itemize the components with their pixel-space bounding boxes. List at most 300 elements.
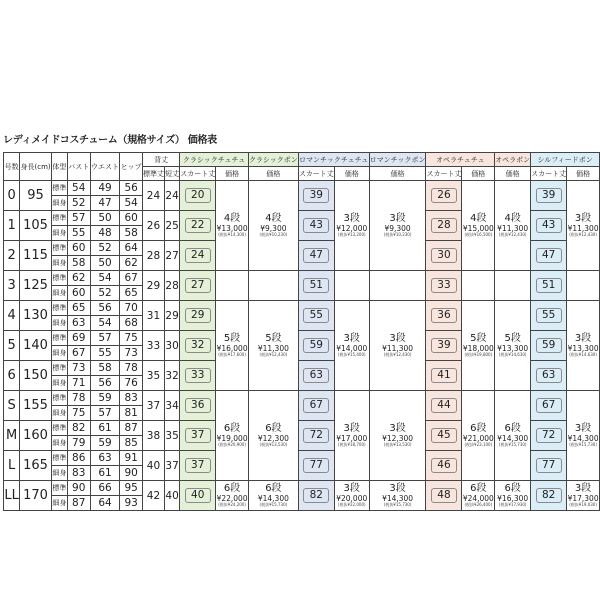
header-back-length: 背丈 [142,153,179,167]
header-short: 短丈 [164,167,179,181]
empty-price-cell [334,271,369,301]
tier-label: 6段 [470,423,487,435]
skirt-length-cell [298,241,334,271]
height-cell: 160 [20,421,52,451]
price-value: ¥11,300 [382,343,414,353]
height-cell: 150 [20,361,52,391]
bust-cell: 55 [67,226,90,241]
price-value: ¥11,300 [567,223,599,233]
price-value: ¥17,000 [336,433,368,443]
price-value: ¥14,300 [567,433,599,443]
tax-note: (税抜¥15,400) [337,351,366,357]
tier-label: 3段 [389,333,406,345]
op-pon-price-cell [495,391,531,481]
skirt-length-value: 47 [536,248,562,263]
price-block [216,424,248,447]
back-short-cell: 35 [164,421,179,451]
skirt-length-cell [298,181,334,211]
empty-price-cell [462,271,495,301]
header-opera-pon: オペラポン [495,153,531,167]
body-type-cell: 細身 [51,436,67,451]
size-no-cell: L [4,451,20,481]
op-pon-price-cell [495,181,531,271]
hip-cell: 85 [120,436,143,451]
hip-cell: 68 [120,316,143,331]
tax-note: (税抜¥10,230) [383,231,412,237]
back-standard-cell: 29 [142,271,164,301]
bust-cell: 58 [67,256,90,271]
skirt-length-cell [180,481,216,511]
skirt-length-cell [180,451,216,481]
header-ro-skirt: スカート丈 [298,167,334,181]
skirt-length-value: 51 [536,278,562,293]
size-no-cell: 2 [4,241,20,271]
tier-label: 5段 [504,333,521,345]
skirt-length-cell [531,331,567,361]
skirt-length-value: 67 [303,398,329,413]
body-type-cell: 細身 [51,286,67,301]
body-type-cell: 標準 [51,181,67,196]
waist-cell: 61 [90,466,120,481]
price-value: ¥16,300 [497,493,529,503]
skirt-length-cell [531,301,567,331]
header-classic-tutu: クラシックチュチュ [180,153,249,167]
price-block [462,214,494,237]
skirt-length-value: 55 [536,308,562,323]
cl-tutu-price-cell [216,301,249,391]
skirt-length-cell [298,391,334,421]
tier-label: 3段 [574,213,592,225]
header-height: 身長(cm) [20,153,52,181]
price-value: ¥19,000 [216,433,248,443]
price-block [567,334,599,357]
bust-cell: 52 [67,196,90,211]
ro-pon-price-cell [369,181,426,271]
height-cell: 170 [20,481,52,511]
price-block [495,424,530,447]
empty-price-cell [567,271,600,301]
skirt-length-value: 82 [536,488,562,503]
price-block [370,334,426,357]
tax-note: (税抜¥14,630) [498,351,527,357]
header-opera-tutu: オペラチュチュ [426,153,495,167]
size-no-cell: 5 [4,331,20,361]
tier-label: 5段 [265,333,282,345]
hip-cell: 70 [120,301,143,316]
price-block [335,334,369,357]
header-opp-price: 価格 [495,167,531,181]
skirt-length-value: 72 [536,428,562,443]
tier-label: 3段 [343,333,360,345]
skirt-length-cell [426,391,462,421]
waist-cell: 57 [90,331,120,346]
skirt-length-value: 45 [431,428,457,443]
op-tutu-price-cell [462,181,495,271]
body-type-cell: 細身 [51,346,67,361]
waist-cell: 54 [90,316,120,331]
ro-pon-price-cell [369,481,426,511]
back-short-cell: 34 [164,391,179,421]
skirt-length-value: 72 [303,428,329,443]
tax-note: (税抜¥15,730) [569,441,597,447]
skirt-length-cell [426,271,462,301]
skirt-length-value: 51 [303,278,329,293]
skirt-length-value: 59 [303,338,329,353]
tier-label: 6段 [470,483,487,495]
hip-cell: 65 [120,286,143,301]
waist-cell: 47 [90,196,120,211]
skirt-length-value: 77 [303,458,329,473]
skirt-length-cell [531,391,567,421]
header-classic-pon: クラシックポン [248,153,298,167]
skirt-length-value: 39 [536,188,562,203]
tier-label: 4段 [504,213,521,225]
ro-tutu-price-cell [334,301,369,391]
op-pon-price-cell [495,481,531,511]
hip-cell: 78 [120,361,143,376]
price-block [370,214,426,237]
back-short-cell: 29 [164,301,179,331]
skirt-length-cell [531,481,567,511]
skirt-length-cell [298,301,334,331]
back-standard-cell: 26 [142,211,164,241]
skirt-length-value: 32 [185,338,211,353]
op-tutu-price-cell [462,391,495,481]
hip-cell: 76 [120,376,143,391]
waist-cell: 48 [90,226,120,241]
price-block [335,214,369,237]
cl-tutu-price-cell [216,481,249,511]
skirt-length-cell [426,331,462,361]
price-block [370,484,426,507]
back-short-cell: 24 [164,181,179,211]
header-size-no: 号数 [4,153,20,181]
skirt-length-cell [426,301,462,331]
skirt-length-value: 33 [431,278,457,293]
skirt-length-value: 55 [303,308,329,323]
op-tutu-price-cell [462,481,495,511]
skirt-length-value: 27 [185,278,211,293]
price-value: ¥11,300 [497,223,529,233]
header-op-skirt: スカート丈 [426,167,462,181]
size-no-cell: 1 [4,211,20,241]
tax-note: (税抜¥15,730) [383,501,412,507]
hip-cell: 91 [120,451,143,466]
skirt-length-cell [180,421,216,451]
skirt-length-cell [531,451,567,481]
header-rop-price: 価格 [369,167,426,181]
price-block [335,424,369,447]
waist-cell: 64 [90,496,120,511]
price-value: ¥16,000 [216,343,248,353]
back-short-cell: 37 [164,451,179,481]
price-value: ¥13,300 [567,343,599,353]
tax-note: (税抜¥15,730) [259,501,288,507]
bust-cell: 78 [67,391,90,406]
price-value: ¥11,300 [257,343,289,353]
waist-cell: 52 [90,286,120,301]
tax-note: (税抜¥13,530) [383,441,412,447]
back-standard-cell: 42 [142,481,164,511]
bust-cell: 69 [67,331,90,346]
tier-label: 6段 [223,483,241,495]
ro-tutu-price-cell [334,481,369,511]
height-cell: 155 [20,391,52,421]
bust-cell: 86 [67,451,90,466]
tier-label: 4段 [223,213,241,225]
hip-cell: 64 [120,241,143,256]
skirt-length-cell [426,451,462,481]
tier-label: 5段 [470,333,487,345]
body-type-cell: 細身 [51,406,67,421]
bust-cell: 73 [67,361,90,376]
price-value: ¥20,000 [336,493,368,503]
waist-cell: 50 [90,256,120,271]
tax-note: (税抜¥13,200) [337,231,366,237]
body-type-cell: 標準 [51,361,67,376]
tax-note: (税抜¥14,300) [218,231,246,237]
hip-cell: 67 [120,271,143,286]
tax-note: (税抜¥17,930) [498,501,527,507]
price-block [249,424,298,447]
height-cell: 165 [20,451,52,481]
skirt-length-value: 67 [536,398,562,413]
sy-pon-price-cell [567,481,600,511]
size-no-cell: LL [4,481,20,511]
cl-pon-price-cell [248,481,298,511]
header-ro-price: 価格 [334,167,369,181]
height-cell: 105 [20,211,52,241]
skirt-length-value: 41 [431,368,457,383]
body-type-cell: 細身 [51,196,67,211]
tier-label: 6段 [504,423,521,435]
skirt-length-cell [298,361,334,391]
back-short-cell: 30 [164,331,179,361]
tax-note: (税抜¥12,430) [383,351,412,357]
waist-cell: 59 [90,391,120,406]
hip-cell: 81 [120,406,143,421]
hip-cell: 95 [120,481,143,496]
skirt-length-value: 29 [185,308,211,323]
skirt-length-value: 36 [185,398,211,413]
cl-pon-price-cell [248,181,298,271]
price-value: ¥17,300 [567,493,599,503]
skirt-length-cell [426,421,462,451]
bust-cell: 90 [67,481,90,496]
tier-label: 3段 [343,213,360,225]
skirt-length-value: 37 [185,458,211,473]
bust-cell: 75 [67,406,90,421]
price-block [249,484,298,507]
waist-cell: 56 [90,301,120,316]
empty-price-cell [495,271,531,301]
back-standard-cell: 33 [142,331,164,361]
price-value: ¥18,000 [462,343,494,353]
hip-cell: 90 [120,466,143,481]
tier-label: 3段 [343,423,360,435]
price-value: ¥15,000 [462,223,494,233]
waist-cell: 49 [90,181,120,196]
height-cell: 125 [20,271,52,301]
cl-tutu-price-cell [216,391,249,481]
body-type-cell: 細身 [51,256,67,271]
body-type-cell: 標準 [51,241,67,256]
tier-label: 3段 [389,213,406,225]
tier-label: 6段 [265,483,282,495]
hip-cell: 75 [120,331,143,346]
skirt-length-value: 33 [185,368,211,383]
table-row [4,271,600,286]
skirt-length-cell [426,361,462,391]
price-block [216,334,248,357]
tax-note: (税抜¥15,730) [498,441,527,447]
empty-price-cell [248,271,298,301]
table-row [4,301,600,316]
waist-cell: 66 [90,481,120,496]
size-no-cell: 3 [4,271,20,301]
body-type-cell: 細身 [51,316,67,331]
price-block [462,424,494,447]
bust-cell: 83 [67,466,90,481]
skirt-length-cell [180,241,216,271]
bust-cell: 71 [67,376,90,391]
skirt-length-cell [531,211,567,241]
tax-note: (税抜¥22,000) [337,501,366,507]
tier-label: 3段 [574,423,592,435]
tier-label: 3段 [574,483,592,495]
body-type-cell: 標準 [51,271,67,286]
skirt-length-cell [298,481,334,511]
tax-note: (税抜¥19,800) [464,351,493,357]
price-block [567,214,599,237]
body-type-cell: 標準 [51,451,67,466]
price-block [495,334,530,357]
tier-label: 6段 [265,423,282,435]
size-no-cell: M [4,421,20,451]
skirt-length-value: 77 [536,458,562,473]
header-hip: ヒップ [120,153,143,181]
skirt-length-cell [531,271,567,301]
empty-price-cell [216,271,249,301]
header-cl-skirt: スカート丈 [180,167,216,181]
skirt-length-value: 82 [303,488,329,503]
table-row [4,181,600,196]
size-no-cell: 4 [4,301,20,331]
back-standard-cell: 40 [142,451,164,481]
hip-cell: 54 [120,196,143,211]
price-block [216,214,248,237]
skirt-length-cell [298,421,334,451]
waist-cell: 54 [90,271,120,286]
header-romantic-tutu: ロマンチックチュチュ [298,153,369,167]
price-value: ¥12,300 [257,433,289,443]
tax-note: (税抜¥23,100) [464,441,493,447]
price-table-wrapper [3,152,600,511]
body-type-cell: 細身 [51,376,67,391]
hip-cell: 58 [120,226,143,241]
back-standard-cell: 24 [142,181,164,211]
price-value: ¥14,300 [497,433,529,443]
hip-cell: 87 [120,421,143,436]
hip-cell: 56 [120,181,143,196]
skirt-length-cell [180,271,216,301]
cl-pon-price-cell [248,391,298,481]
body-type-cell: 標準 [51,391,67,406]
height-cell: 115 [20,241,52,271]
hip-cell: 83 [120,391,143,406]
skirt-length-value: 39 [431,338,457,353]
waist-cell: 50 [90,211,120,226]
tier-label: 3段 [574,333,592,345]
bust-cell: 54 [67,181,90,196]
op-tutu-price-cell [462,301,495,391]
tax-note: (税抜¥16,500) [464,231,493,237]
body-type-cell: 標準 [51,301,67,316]
hip-cell: 62 [120,256,143,271]
ro-pon-price-cell [369,301,426,391]
body-type-cell: 標準 [51,421,67,436]
size-no-cell: 6 [4,361,20,391]
skirt-length-value: 26 [431,188,457,203]
cl-pon-price-cell [248,301,298,391]
tax-note: (税抜¥24,200) [218,501,246,507]
skirt-length-value: 24 [185,248,211,263]
price-value: ¥14,300 [382,493,414,503]
sy-pon-price-cell [567,391,600,481]
skirt-length-value: 43 [536,218,562,233]
skirt-length-cell [180,301,216,331]
waist-cell: 52 [90,241,120,256]
back-standard-cell: 37 [142,391,164,421]
bust-cell: 65 [67,301,90,316]
back-short-cell: 28 [164,271,179,301]
waist-cell: 61 [90,421,120,436]
bust-cell: 67 [67,346,90,361]
tax-note: (税抜¥13,530) [259,441,288,447]
height-cell: 140 [20,331,52,361]
ro-tutu-price-cell [334,391,369,481]
back-standard-cell: 35 [142,361,164,391]
body-type-cell: 標準 [51,211,67,226]
height-cell: 95 [20,181,52,211]
price-block [216,484,248,507]
waist-cell: 59 [90,436,120,451]
skirt-length-cell [426,211,462,241]
empty-price-cell [369,271,426,301]
hip-cell: 60 [120,211,143,226]
size-no-cell: 0 [4,181,20,211]
skirt-length-value: 43 [303,218,329,233]
price-value: ¥14,300 [257,493,289,503]
waist-cell: 63 [90,451,120,466]
tier-label: 6段 [504,483,521,495]
price-block [249,214,298,237]
price-block [462,334,494,357]
waist-cell: 58 [90,361,120,376]
price-table [3,152,600,511]
waist-cell: 56 [90,376,120,391]
price-value: ¥9,300 [260,223,287,233]
skirt-length-cell [531,361,567,391]
skirt-length-value: 46 [431,458,457,473]
back-short-cell: 40 [164,481,179,511]
bust-cell: 79 [67,436,90,451]
back-short-cell: 25 [164,211,179,241]
skirt-length-value: 63 [303,368,329,383]
skirt-length-value: 28 [431,218,457,233]
tier-label: 3段 [389,483,406,495]
skirt-length-cell [298,331,334,361]
